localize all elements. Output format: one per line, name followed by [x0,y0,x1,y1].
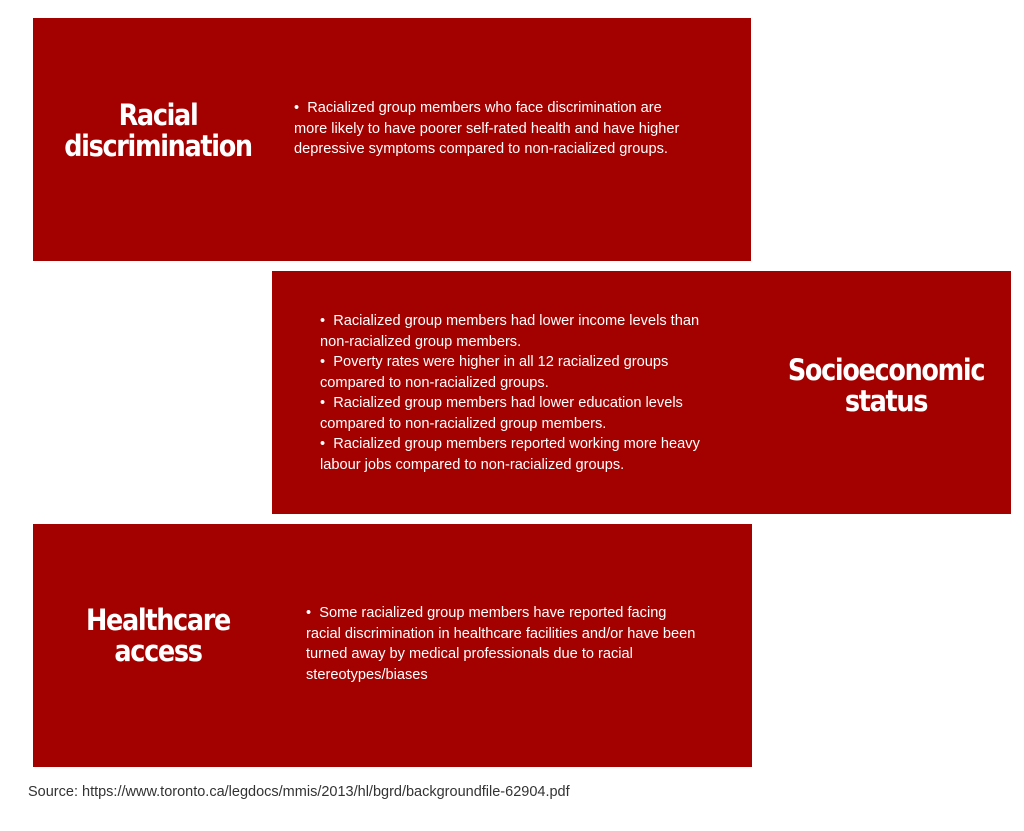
heading-line: access [114,634,202,668]
bullet-line: compared to non-racialized group members. [320,415,607,432]
bullet-item [306,603,726,685]
bullet-list [306,603,726,685]
bullet-line: Racialized group members reported working more heavy [333,436,700,452]
bullet-line: non-racialized group members. [320,333,522,350]
heading-line: Racial [118,98,198,132]
bullet-line: Some racialized group members have reported facing [319,605,667,621]
heading-line: Socioeconomic [787,353,985,387]
racial-discrimination-panel [33,18,751,261]
panel-heading [48,100,268,162]
bullet-line: depressive symptoms compared to non-racialized groups. [294,141,668,157]
bullet-item [320,393,740,434]
source-citation: Source: https://www.toronto.ca/legdocs/mmis/2013/hl/bgrd/backgroundfile-62904.pdf [28,784,570,800]
bullet-item [320,434,740,475]
bullet-line: Racialized group members had lower education levels [333,395,683,411]
bullet-item [320,352,740,393]
bullet-line: turned away by medical professionals due to racial [306,646,633,662]
bullet-line: more likely to have poorer self-rated health and have higher [294,120,680,137]
bullet-list [320,311,740,475]
panel-heading [780,355,991,417]
panel-heading [48,605,268,667]
bullet-item [320,311,740,352]
bullet-line: Racialized group members who face discrimination are [307,100,662,116]
bullet-item [294,98,714,160]
heading-line: status [844,384,928,418]
heading-line: Healthcare [85,603,231,637]
bullet-line: stereotypes/biases [306,666,428,683]
bullet-list [294,98,714,160]
bullet-line: Racialized group members had lower income levels than [333,313,700,329]
bullet-line: labour jobs compared to non-racialized groups. [320,456,625,473]
bullet-line: Poverty rates were higher in all 12 racialized groups [333,354,669,370]
healthcare-access-panel [33,524,752,767]
socioeconomic-status-panel [272,271,1011,514]
bullet-line: racial discrimination in healthcare facilities and/or have been [306,625,696,642]
bullet-line: compared to non-racialized groups. [320,374,549,391]
heading-line: discrimination [64,129,252,163]
